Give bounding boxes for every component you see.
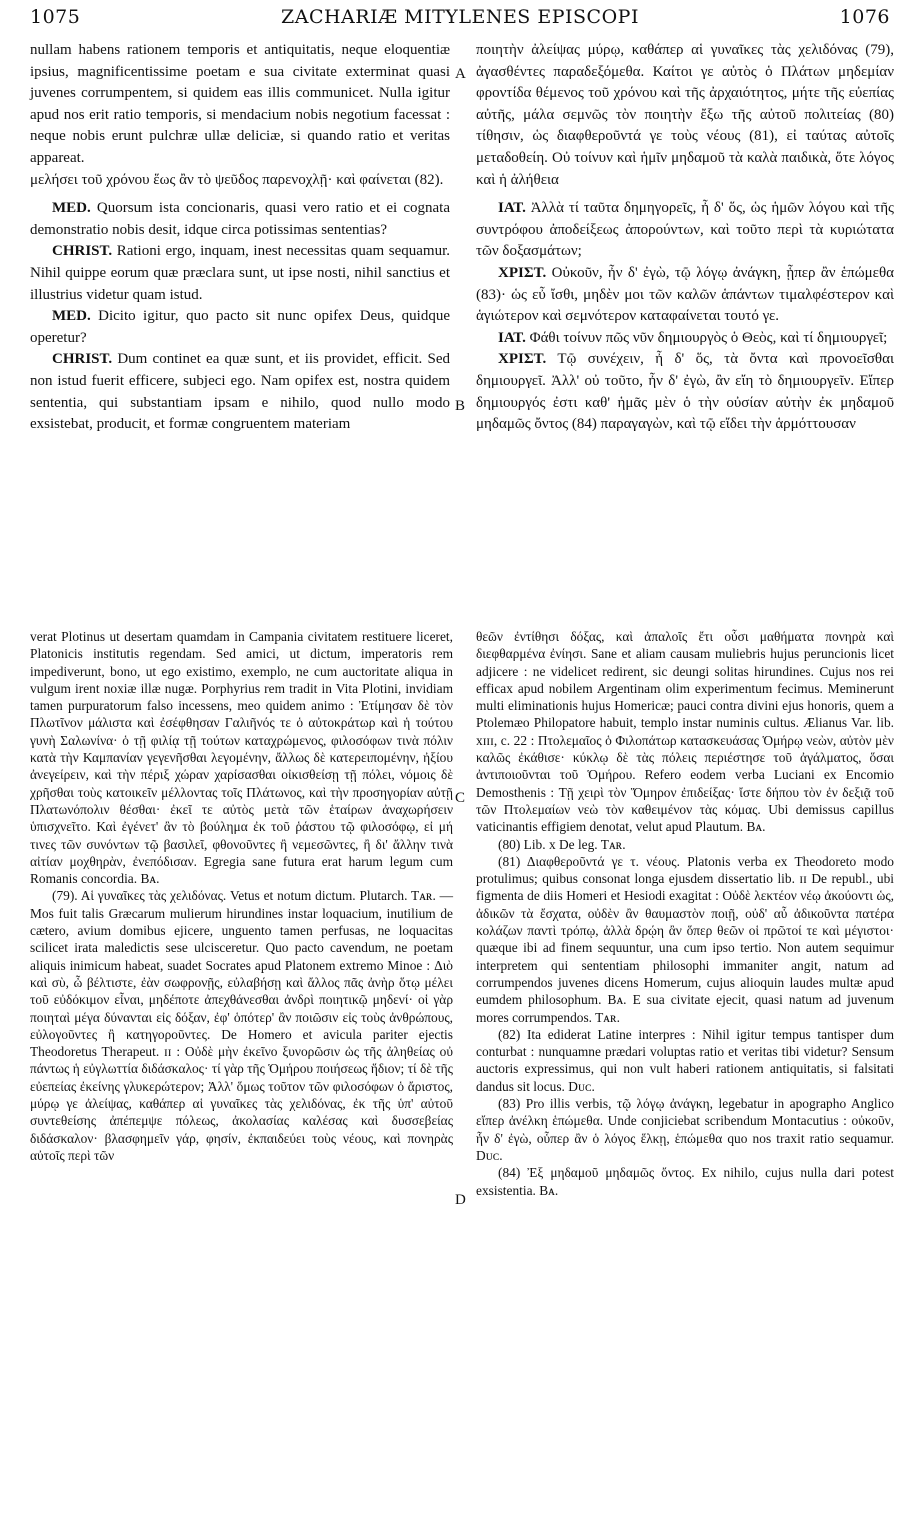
- dialogue-christ-1: [30, 241, 450, 306]
- speaker-label: MED.: [52, 308, 91, 325]
- footnotes-left: [30, 628, 453, 1164]
- speaker-label: ΙΑΤ.: [498, 200, 526, 217]
- latin-paragraph: nullam habens rationem temporis et antiquitatis, neque eloquentiæ ipsius, magnificentissime poetam e sua civitate exterminat quasi juvenes corrumpentem, si quidem eas illis communicet. Nulla igitur apud nos erit ratio temporis, si mendacium nobis negotium facessat : neque nobis erunt pulchræ ullæ deliciæ, si quando ratio et veritas appareat.: [30, 42, 450, 166]
- speech-text: Τῷ συνέχειν, ἦ δ' ὅς, τὰ ὄντα καὶ προνοεῖσθαι δημιουργεῖ. Ἀλλ' οὐ τοῦτο, ἦν δ' ἐγὼ, ἂν εἴη τὸ δημιουργεῖν. Εἴπερ δημιουργός ἐστι καθ' ἡμᾶς μὲν ὁ τὴν οὐσίαν αὐτὴν ἐκ μηδαμοῦ μηδαμῶς ὄντος (84) παραγαγὼν, καὶ τῷ εἴδει τὴν ἁρμόττουσαν: [476, 351, 894, 433]
- dialogue-med-1: [30, 198, 450, 241]
- page-number-left: 1075: [30, 6, 81, 28]
- greek-carryover-line: μελήσει τοῦ χρόνου ἕως ἂν τὸ ψεῦδος παρενοχλῇ· καὶ φαίνεται (82).: [30, 171, 444, 188]
- running-title: ZACHARIÆ MITYLENES EPISCOPI: [281, 6, 639, 28]
- speaker-label: ΧΡΙΣΤ.: [498, 351, 547, 368]
- footnote-83: (83) Pro illis verbis, τῷ λόγῳ ἀνάγκη, legebatur in apographo Anglico εἴπερ ἀνέλκη ἑπώμεθα. Unde conjiciebat scribendum Montacutius : οὐκοῦν, ἦν δ' ἐγὼ, οὗπερ ἂν ὁ λόγος ἕλκῃ, ἑπώμεθα quo nos traxit ratio sequamur. Dᴜᴄ.: [476, 1096, 894, 1163]
- footnote-79-continuation: θεῶν ἐντίθησι δόξας, καὶ ἁπαλοῖς ἔτι οὖσι μαθήματα πονηρὰ καὶ διεφθαρμένα ἐνίησι. Sane et aliam causam muliebris hujus peruncionis licet adjicere : ne videlicet redirent, sic deungi solitas hirundines. Cujus nos rei efficax apud nobilem Argentinam olim experimentum fecimus. Meminerunt multi eliminationis hujus Homericæ; pauci contra divini ejus honoris, quem a Ptolemæo Philopatore habuit, templo instar numinis cultus. Ælianus Var. lib. xɪɪɪ, c. 22 : Πτολεμαῖος ὁ Φιλοπάτωρ κατασκευάσας Ὁμήρῳ νεὼν, αὐτὸν μὲν καλῶς ἐκάθισε· κύκλῳ δὲ τὰς πόλεις περιέστησε τοῦ ἀγάλματος, ὅσαι ἀντιποιοῦνται τοῦ Ὁμήρου. Refero eodem verba Luciani ex Encomio Demosthenis : Τῇ χειρὶ τὸν Ὅμηρον ἐπιδείξας· ἴστε δήπου τὸν ἐν δεξιᾷ τοῦ τῶν Πτολεμαίων νεὼ τὸν καθειμένον τὰς κόμας. Ubi demissus capillus vaticinantis effigiem denotat, velut apud Plautum. Bᴀ.: [476, 629, 894, 835]
- greek-paragraph: ποιητὴν ἀλείψας μύρῳ, καθάπερ αἱ γυναῖκες τὰς χελιδόνας (79), ἀγασθέντες παραδεξόμεθα. Καίτοι γε αὐτὸς ὁ Πλάτων μηδεμίαν φροντίδα θέμενος τοῦ χρόνου καὶ τῆς ἀρχαιότητος, μήτε τῆς εὐεπίας αὐτῆς, μάλα σεμνῶς τὸν ποιητὴν ἔξω τῆς αὐτοῦ πολιτείας (80) τίθησιν, ὡς διαφθεροῦντά γε τοὺς νέους (81), εἰ ταύτας αὐτοῖς μεταδοθείη. Οὐ τοίνυν καὶ ἡμῖν μηδαμοῦ τὰ καλὰ παιδικὰ, ὅτε λόγος καὶ ἡ ἀλήθεια: [476, 42, 894, 188]
- footnote-82: (82) Ita ediderat Latine interpres : Nihil igitur tempus tantisper dum conturbat : nunquamne prædari voluptas ratio et veritas tibi videtur? Sensum auctoris expressimus, qui non vult haberi rationem antiquitatis, si falsitati dandus sit locus. Dᴜᴄ.: [476, 1026, 894, 1094]
- footnote-80: (80) Lib. x De leg. Tᴀʀ.: [498, 836, 626, 852]
- footnote-84: (84) Ἐξ μηδαμοῦ μηδαμῶς ὄντος. Ex nihilo, cujus nulla dari potest exsistentia. Bᴀ.: [476, 1165, 894, 1198]
- margin-marker-b: B: [455, 398, 466, 414]
- page-number-right: 1076: [839, 6, 890, 28]
- footnote-continuation: verat Plotinus ut desertam quamdam in Campania civitatem restituere liceret, Platonicis institutis regendam. Sed amici, ut dictum, imperatoris rem impediverunt, bono, ut ego existimo, exemplo, ne cum auctoritate aliqua in vulgum irent noxiæ illæ nugæ. Porphyrius rem tradit in Vita Plotini, invidiam tamen purpuratorum falso incessens, meo quidem animo : Ἐτίμησαν δὲ τὸν Πλωτῖνον μάλιστα καὶ ἐσέφθησαν Γαλιῆνός τε ὁ αὐτοκράτωρ καὶ ἡ τούτου γυνὴ Σαλωνίνα· ὁ τῇ φιλίᾳ τῇ τούτων καταχρώμενος, φιλοσόφων τινὰ πόλιν κατὰ τὴν Καμπανίαν γεγενῆσθαι λεγομένην, ἄλλως δὲ κατερειπομένην, ἠξίου ἀνεγείρειν, καὶ τὴν πέριξ χώραν χαρίσασθαι οἰκισθείσῃ τῇ πόλει, νόμοις δὲ χρῆσθαι τοὺς κατοικεῖν μέλλοντας τοῖς Πλάτωνος, καὶ τὴν προσηγορίαν αὐτῇ Πλατωνόπολιν θέσθαι· ἐκεῖ τε αὐτὸς μετὰ τῶν ἑταίρων ἀναχωρήσειν ὑπισχνεῖτο. Καὶ ἐγένετ' ἂν τὸ βούλημα ἐκ τοῦ ῥάστου τῷ φιλοσόφῳ, εἰ μή τινες τῶν συνόντων τῷ βασιλεῖ, φθονοῦντες ἢ νεμεσῶντες, ἢ δι' ἄλλην τινὰ αἰτίαν μοχθηρὰν, ἐνεπόδισαν. Egregia sane futura erat harum legum cum Romanis concordia. Bᴀ.: [30, 629, 453, 887]
- footnotes-right: [476, 628, 894, 1199]
- speaker-label: ΧΡΙΣΤ.: [498, 264, 547, 281]
- margin-marker-d: D: [455, 1192, 466, 1208]
- dialogue-med-2: [30, 306, 450, 349]
- dialogue-christ-greek-1: [476, 263, 894, 328]
- page-header: [30, 6, 890, 36]
- dialogue-iat-2: [476, 328, 894, 350]
- speaker-label: CHRIST.: [52, 351, 113, 368]
- speaker-label: MED.: [52, 200, 91, 217]
- speech-text: Ἀλλὰ τί ταῦτα δημηγορεῖς, ἦ δ' ὅς, ὡς ἡμῶν λόγου καὶ τῆς συντρόφου ἀποδείξεως ἀπορούντων, καὶ τοῦτο περὶ τὰ κυριώτατα τῶν δοξασμάτων;: [476, 200, 894, 260]
- margin-marker-a: A: [455, 66, 466, 82]
- speech-text: Dum continet ea quæ sunt, et iis providet, efficit. Sed non istud fuerit efficere, subjeci ego. Nam opifex est, nostra quidem sententia, qui substantiam ipsam e nihilo, quod nullo modo exsistebat, producit, et formæ congruentem materiam: [30, 351, 450, 433]
- dialogue-christ-greek-2: [476, 349, 894, 435]
- footnote-79: (79). Αἱ γυναῖκες τὰς χελιδόνας. Vetus et notum dictum. Plutarch. Tᴀʀ. — Mos fuit talis Græcarum mulierum hirundines instar loquacium, inutilium de cætero, avium domibus ejicere, unguento tamen perfusas, ne loquacitas scilicet irata maledictis sese ulcisceretur. Quo pacto cavendum, ne poetam aliquis inimicum habeat, suadet Socrates apud Platonem extremo Minoe : Διὸ καὶ σὺ, ὦ βέλτιστε, ἐὰν σωφρονῇς, εὐλαβήσῃ καὶ ἄλλος πᾶς ἀνὴρ ὅτῳ μέλει τοῦ εὐδόκιμον εἶναι, μηδέποτε ἀπεχθάνεσθαι ἀνδρὶ ποιητικῷ μηδενί· οἱ γὰρ ποιηταὶ μέγα δύνανται εἰς δόξαν, ἐφ' ὁπότερ' ἂν ποιῶσιν εἰς τοὺς ἀνθρώπους, εὐλογοῦντες ἢ κατηγοροῦντες. De Homero et avicula pariter ejectis Theodoretus Therapeut. ɪɪ : Οὐδὲ μὴν ἐκεῖνο ξυνορῶσιν ὡς τῆς ἀληθείας οὐ πάντως ἡ εὐγλωττία διδάσκαλος· τί γὰρ τῆς Ὁμήρου ποιήσεως ἥδιον; τί δὲ τῆς εὐεπείας ἐκείνης γλυκερώτερον; Ἀλλ' ὅμως τοῦτον τῶν φιλοσόφων ὁ ἄριστος, μύρῳ γε ἀλείψας, καθάπερ αἱ γυναῖκες τὰς χελιδόνας, ἐκ τῆς ὑπ' αὐτοῦ συντεθείσης ἀπέπεμψε πόλεως, ἀκολασίας καλέσας καὶ δυσσεβείας διδάσκαλον· βλασφημεῖν γάρ, φησίν, ἐκπαιδεύει τοὺς νέους, καὶ πονηρὰς αὐτοῖς περὶ τῶν: [30, 888, 453, 1163]
- speaker-label: CHRIST.: [52, 243, 113, 260]
- speaker-label: ΙΑΤ.: [498, 329, 526, 346]
- latin-main-text: [30, 40, 450, 436]
- margin-marker-c: C: [455, 790, 466, 806]
- greek-main-text: [476, 40, 894, 436]
- footnote-81: (81) Διαφθεροῦντά γε τ. νέους. Platonis verba ex Theodoreto modo protulimus; quibus consonat longa ejusdem dissertatio lib. ɪɪ De republ., ubi figmenta de diis Homeri et Hesiodi exagitat : Οὐδὲ λεκτέον νέῳ ἀκούοντι ὡς, ἀδικῶν τὰ ἔσχατα, οὐδὲν ἂν θαυμαστὸν ποιῇ, οὐδ' αὖ ἀδικοῦντα πατέρα κολάζων παντὶ τρόπῳ, ἀλλὰ δρῴη ἂν ὅπερ θεῶν οἱ πρῶτοί τε καὶ μέγιστοι· quæque ibi ad finem sequuntur, una cum ipso tertio. Non autem sequimur interpretem qui sententiam philosophi immaniter angit, natum ad corrumpendos juvenes dicens Homerum, cujus alioquin laudes multæ apud eumdem philosophum. Bᴀ. E sua civitate ejecit, quasi natum ad juvenum mores corrumpendos. Tᴀʀ.: [476, 853, 894, 1025]
- speech-text: Rationi ergo, inquam, inest necessitas quam sequamur. Nihil quippe eorum quæ præclara sunt, ut ipse nosti, nihil sanctius et illustrius videtur quam istud.: [30, 243, 450, 303]
- speech-text: Οὐκοῦν, ἦν δ' ἐγὼ, τῷ λόγῳ ἀνάγκη, ᾗπερ ἂν ἑπώμεθα (83)· ὡς εὖ ἴσθι, μηδὲν μοι τῶν καλῶν ἁπάντων τιμαλφέστερον καὶ ἁγιώτερον καὶ σεμνότερον καταφαίνεται τουτό γε.: [476, 264, 894, 325]
- dialogue-christ-2: [30, 349, 450, 435]
- dialogue-iat-1: [476, 198, 894, 263]
- speech-text: Dicito igitur, quo pacto sit nunc opifex Deus, quidque operetur?: [30, 308, 450, 346]
- speech-text: Φάθι τοίνυν πῶς νῦν δημιουργὸς ὁ Θεὸς, καὶ τί δημιουργεῖ;: [525, 329, 888, 346]
- speech-text: Quorsum ista concionaris, quasi vero ratio et ei cognata demonstratio nobis desit, idque circa potissimas sententias?: [30, 200, 450, 238]
